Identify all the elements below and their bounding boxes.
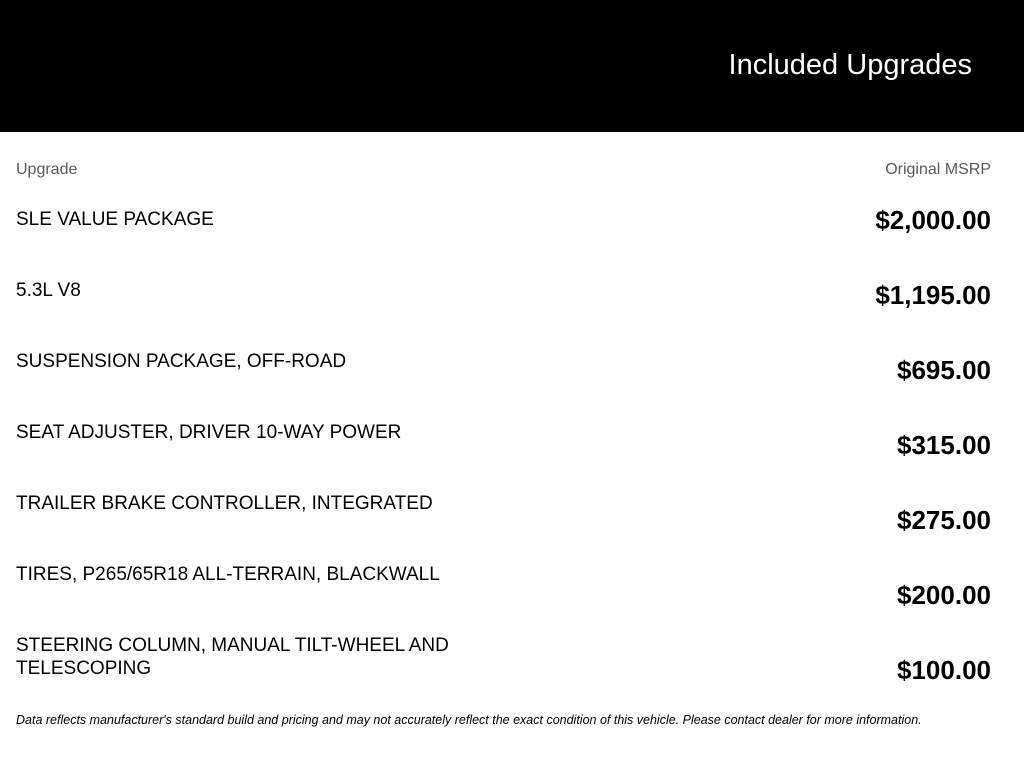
upgrade-price: $200.00 — [897, 580, 991, 610]
upgrade-name: TRAILER BRAKE CONTROLLER, INTEGRATED — [16, 493, 433, 514]
upgrade-name: SLE VALUE PACKAGE — [16, 209, 214, 230]
upgrade-row — [16, 563, 991, 634]
upgrade-name: SEAT ADJUSTER, DRIVER 10-WAY POWER — [16, 422, 402, 443]
column-headers — [16, 160, 991, 180]
upgrade-price: $2,000.00 — [875, 205, 991, 235]
column-header-msrp: Original MSRP — [885, 161, 991, 178]
header-banner — [0, 0, 1024, 132]
upgrade-row — [16, 205, 991, 279]
upgrade-name: SUSPENSION PACKAGE, OFF-ROAD — [16, 351, 347, 372]
upgrade-row — [16, 492, 991, 563]
upgrade-name: TIRES, P265/65R18 ALL-TERRAIN, BLACKWALL — [16, 564, 440, 585]
upgrade-row — [16, 279, 991, 350]
disclaimer-note: Data reflects manufacturer's standard build and pricing and may not accurately reflect the exact condition of this vehicle. Please contact dealer for more information. — [16, 713, 922, 727]
upgrade-price: $695.00 — [897, 355, 991, 385]
page-title: Included Upgrades — [728, 49, 972, 81]
upgrade-row — [16, 421, 991, 492]
upgrade-name: STEERING COLUMN, MANUAL TILT-WHEEL AND TELESCOPING — [16, 635, 449, 679]
upgrade-name: 5.3L V8 — [16, 280, 81, 301]
upgrade-price: $1,195.00 — [875, 280, 991, 310]
upgrade-row — [16, 634, 991, 705]
upgrade-price: $275.00 — [897, 505, 991, 535]
column-header-upgrade: Upgrade — [16, 161, 78, 178]
upgrade-row — [16, 350, 991, 421]
upgrades-list — [16, 205, 991, 705]
upgrade-price: $315.00 — [897, 430, 991, 460]
upgrade-price: $100.00 — [897, 655, 991, 685]
